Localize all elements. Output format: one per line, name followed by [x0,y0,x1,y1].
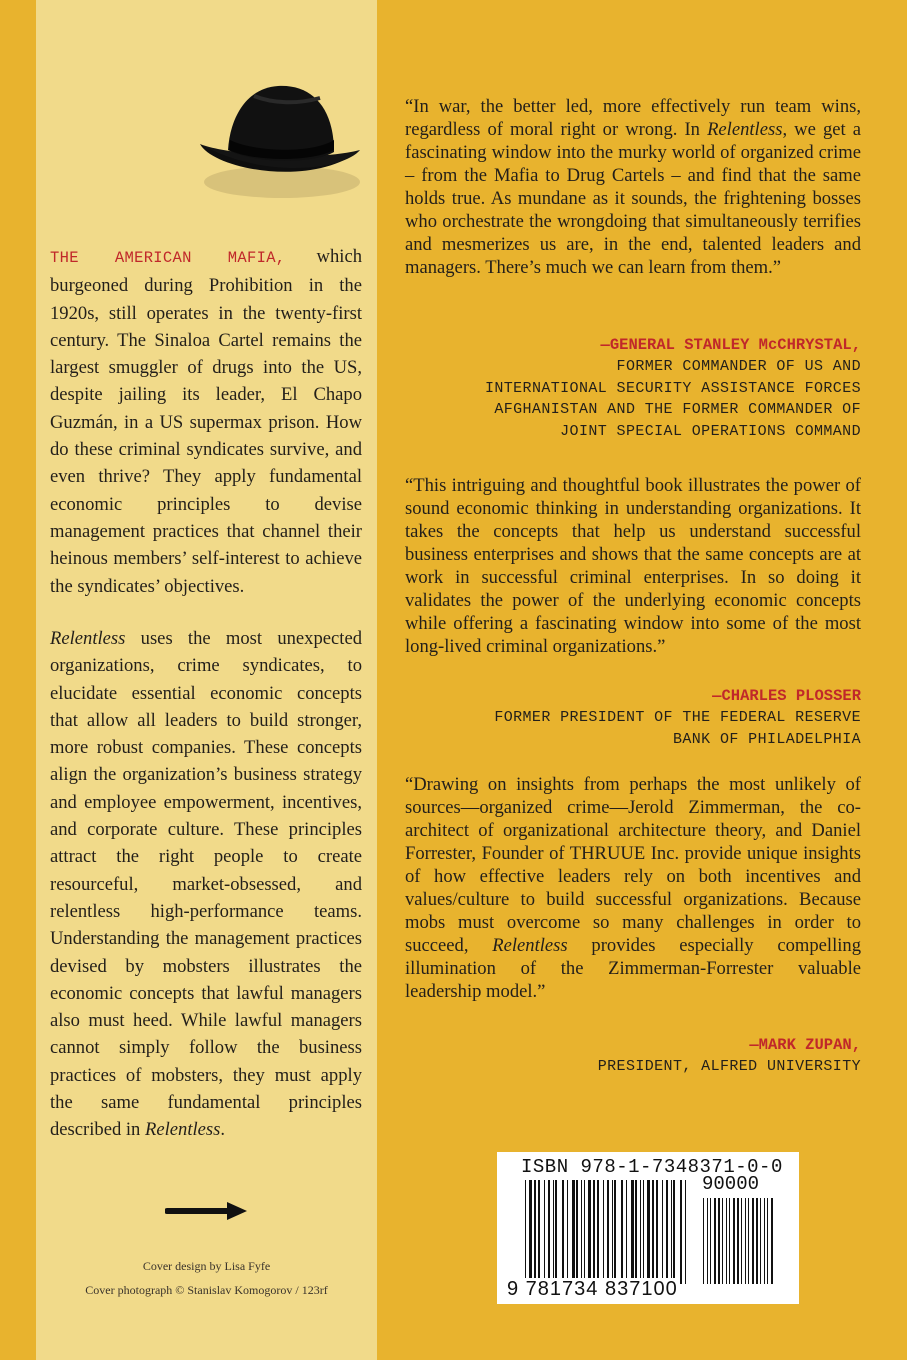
attribution-title-line: INTERNATIONAL SECURITY ASSISTANCE FORCES [484,379,861,397]
attribution-title-line: JOINT SPECIAL OPERATIONS COMMAND [560,422,861,440]
barcode-bar [581,1180,582,1284]
barcode-bar [631,1180,634,1284]
description-paragraph [50,625,362,1144]
barcode-digits: 9 781734 837100 [507,1278,678,1300]
barcode-bar [707,1198,708,1284]
barcode-bar [767,1198,768,1284]
intro-text: which burgeoned during Prohibition in the 1920s, still operates in the twenty-first century. The Sinaloa Cartel remains the largest smuggler of drugs into the US, despite jailing its leader, El Chapo Guzmán, in a US supermax prison. How do these criminal syndicates survive, and even thrive? They apply fundamental economic principles to devise management practices that channel their heinous members’ self-interest to achieve the syndicates’ objectives. [50,246,363,597]
barcode-bar [607,1180,609,1284]
barcode-bar [752,1198,754,1284]
barcode-bar [534,1180,536,1284]
barcode-bar [621,1180,623,1284]
book-title-italic: Relentless [492,935,568,956]
quote-text: “In war, the better led, more effectively run team wins, regardless of moral right or wrong. In [405,96,861,140]
book-title-italic: Relentless [707,119,783,140]
barcode-bar [710,1198,711,1284]
credit-design: Cover design by Lisa Fyfe [142,1259,271,1273]
barcode-bars-main [525,1180,689,1284]
barcode-bar [671,1180,672,1284]
attribution-zupan [405,1035,861,1078]
quote-mcchrystal [405,95,861,279]
barcode-bar [593,1180,595,1284]
attribution-title-line: AFGHANISTAN AND THE FORMER COMMANDER OF [494,401,861,418]
barcode-bar [635,1180,637,1284]
barcode-bars-addon [703,1198,777,1284]
quote-zupan [405,773,861,1003]
book-title-italic: Relentless [50,628,126,649]
quote-text: “Drawing on insights from perhaps the most unlikely of sources—organized crime—Jerold Zimmerman, the co-architect of organizational architecture theory, and Daniel Forrester, Founder of THRUUE Inc. provide unique insights of how effective leaders rely on both incentives and values/culture to build successful organizations. Because mobs must overcome so many challenges in order to succeed, [405,774,861,956]
barcode-bar [764,1198,765,1284]
isbn-label: ISBN 978-1-7348371-0-0 [521,1156,783,1178]
barcode-bar [555,1180,557,1284]
barcode-bar [597,1180,599,1284]
attribution-plosser [405,686,861,750]
barcode-bar [612,1180,613,1284]
quote-text: provides especially compelling illumination of the Zimmerman-Forrester valuable leadership model.” [405,935,861,1002]
barcode-bar [718,1198,720,1284]
barcode-bar [760,1198,761,1284]
barcode-bar [729,1198,730,1284]
barcode-bar [756,1198,758,1284]
barcode-bar [643,1180,644,1284]
barcode-bar [737,1198,739,1284]
attribution-name: —CHARLES PLOSSER [712,687,861,705]
barcode-bar [584,1180,585,1284]
barcode-bar [525,1180,526,1284]
barcode-bar [771,1198,773,1284]
barcode-bar [666,1180,668,1284]
barcode-bar [733,1198,735,1284]
description-end-punct: . [220,1119,226,1141]
barcode-bar [652,1180,654,1284]
quote-text: , we get a fascinating window into the murky world of organized crime – from the Mafia to Drug Cartels – and find that the same holds true. As mundane as it sounds, the frightening bosses who orchestrate the wrongdoing that simultaneously terrifies and mesmerizes us are, in the end, talented leaders and managers. There’s much we can learn from them.” [405,119,861,278]
quote-plosser: “This intriguing and thoughtful book illustrates the power of sound economic thinking in understanding organizations. It takes the concepts that help us understand successful business enterprises and shows that the same concepts are at work in successful criminal enterprises. In so doing it validates the power of the underlying economic concepts while offering a fascinating window into some of the most long-lived criminal organizations.” [405,475,861,657]
barcode-bar [662,1180,663,1284]
barcode-bar [562,1180,564,1284]
lead-caps: THE AMERICAN MAFIA, [50,249,286,267]
attribution-mcchrystal [405,335,861,442]
arrow-right-icon [165,1200,249,1222]
barcode-bar [567,1180,568,1284]
barcode-bar [703,1198,704,1284]
barcode-bar [576,1180,578,1284]
barcode-bar [614,1180,616,1284]
barcode-bar [680,1180,682,1284]
barcode-bar [603,1180,604,1284]
fedora-hat-icon [194,58,364,208]
price-code: 90000 [702,1173,760,1195]
intro-paragraph [50,243,362,600]
barcode-bar [741,1198,742,1284]
book-title-italic-end: Relentless [145,1119,221,1141]
barcode-bar [640,1180,641,1284]
attribution-title-line: FORMER COMMANDER OF US AND [616,358,861,375]
barcode-bar [647,1180,650,1284]
attribution-name: —GENERAL STANLEY McCHRYSTAL, [600,336,861,354]
barcode-bar [745,1198,746,1284]
barcode-bar [685,1180,686,1284]
barcode-bar [626,1180,627,1284]
barcode-bar [656,1180,658,1284]
barcode-bar [726,1198,727,1284]
barcode-bar [553,1180,554,1284]
barcode-bar [714,1198,716,1284]
attribution-title-line: FORMER PRESIDENT OF THE FEDERAL RESERVE [494,709,861,726]
barcode-bar [722,1198,723,1284]
barcode-bar [529,1180,532,1284]
attribution-title-line: PRESIDENT, ALFRED UNIVERSITY [597,1058,861,1075]
barcode-bar [673,1180,675,1284]
barcode-bar [748,1198,749,1284]
credit-photo: Cover photograph © Stanislav Komogorov / 123rf [85,1283,328,1297]
barcode-bar [548,1180,550,1284]
barcode-bar [538,1180,540,1284]
barcode-bar [588,1180,591,1284]
description-text: uses the most unexpected organizations, crime syndicates, to elucidate essential economic concepts that allow all leaders to build stronger, more robust companies. These concepts align the organization’s business strategy and employee empowerment, incentives, and corporate culture. These principles attract the right people to create resourceful, market-obsessed, and relentless high-performance teams. Understanding the management practices devised by mobsters illustrates the economic concepts that lawful managers also must heed. While lawful managers cannot simply follow the business practices of mobsters, they must apply the same fundamental principles described in [50,628,362,1141]
barcode-bar [544,1180,545,1284]
attribution-title-line: BANK OF PHILADELPHIA [672,730,861,748]
attribution-name: —MARK ZUPAN, [749,1036,861,1054]
barcode-bar [572,1180,575,1284]
isbn-barcode [497,1152,799,1304]
